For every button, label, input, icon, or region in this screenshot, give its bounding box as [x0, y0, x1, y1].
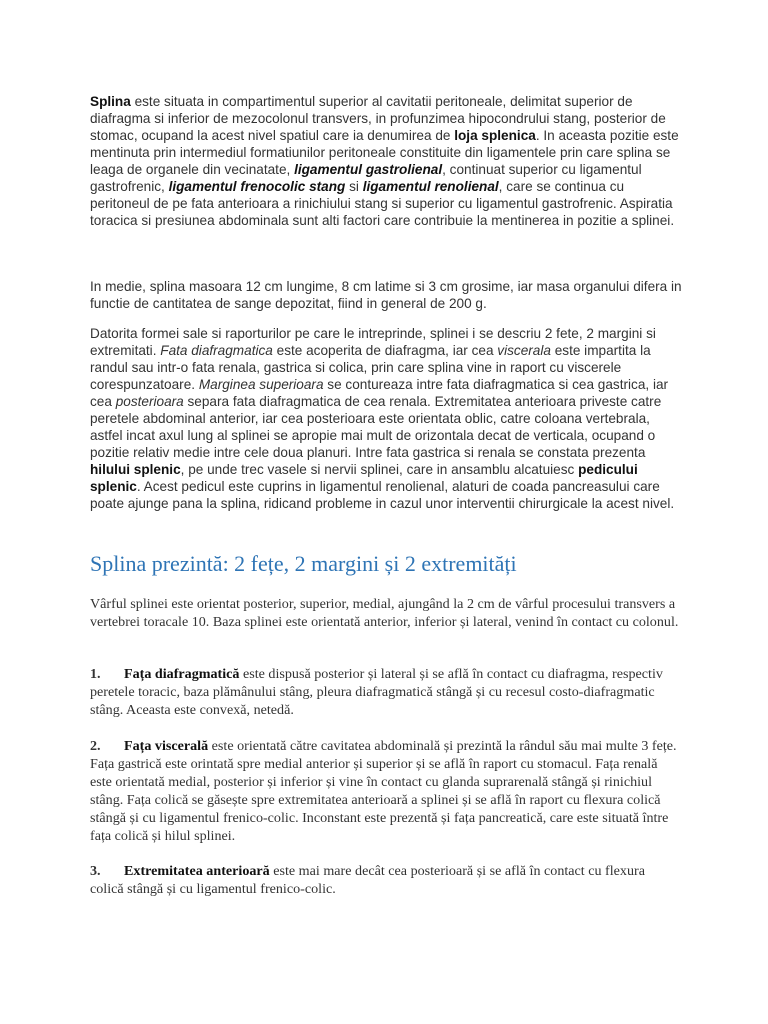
list-item-title: Fața viscerală	[124, 738, 209, 754]
term-ligamentul-frenocolic: ligamentul frenocolic stang	[168, 179, 346, 194]
list-item-number: 3.	[90, 863, 101, 879]
dimensions-paragraph: In medie, splina masoara 12 cm lungime, 8 cm latime si 3 cm grosime, iar masa organului difera in functie de cantitatea de sange depozitat, fiind in general de 200 g.	[90, 279, 682, 311]
term-ligamentul-renolienal: ligamentul renolienal	[362, 179, 499, 194]
term-viscerala: viscerala	[497, 343, 551, 358]
term-fata-diafragmatica: Fata diafragmatica	[160, 343, 273, 358]
term-pedicului-splenic: pedicului splenic	[90, 462, 638, 494]
term-splina: Splina	[90, 94, 131, 109]
list-item-text: este dispusă posterior și lateral și se află în contact cu diafragma, respectiv peretele toracic, baza plămânului stâng, pleura diafragmatică stângă și cu recesul costo-diafragmatic stâng. Aceasta este convexă, netedă.	[90, 666, 663, 718]
list-item-title: Fața diafragmatică	[124, 666, 240, 682]
list-item-number: 1.	[90, 666, 101, 682]
term-marginea-superioara: Marginea superioara	[198, 377, 324, 392]
term-ligamentul-gastrolienal: ligamentul gastrolienal	[294, 162, 443, 177]
list-item-text: este orientată către cavitatea abdominală și prezintă la rândul său mai multe 3 fețe. Fața gastrică este orintată spre medial anterior și superior și se află în raport cu stomacul. Fața renală este orientată medial, posterior și inferior și vine în contact cu glanda suprarenală stângă și rinichiul stâng. Fața colică se găsește spre extremitatea anterioară a splinei și se află în raport cu flexura colică stângă și cu ligamentul frenico-colic. Inconstant este prezentă și fața pancreatică, care este situată între fața colică și hilul splinei.	[90, 738, 677, 844]
term-hilului-splenic: hilului splenic	[90, 462, 181, 477]
description-paragraph: Datorita formei sale si raporturilor pe care le intreprinde, splinei i se descriu 2 fete, 2 margini si extremitati. Fata diafragmatica este acoperita de diafragma, iar cea viscerala este impartita la randul sau intr-o fata renala, gastrica si colica, prin care splina vine in raport cu viscerele corespunzatoare. Marginea superioara se contureaza intre fata diafragmatica si cea gastrica, iar cea posterioara separa fata diafragmatica de cea renala. Extremitatea anterioara priveste catre peretele abdominal anterior, iar cea posterioara este orientata oblic, catre coloana vertebrala, astfel incat axul lung al splinei se apropie mai mult de orizontala decat de verticala, ocupand o pozitie relativ medie intre cele doua planuri. Intre fata gastrica si renala se constata prezenta hilului splenic, pe unde trec vasele si nervii splinei, care in ansamblu alcatuiesc pedicului splenic. Acest pedicul este cuprins in ligamentul renolienal, alaturi de coada pancreasului care poate ajunge pana la splina, ridicand probleme in cazul unor interventii chirurgicale la acest nivel.	[90, 326, 675, 511]
list-item	[90, 665, 682, 719]
intro-paragraph: Splina este situata in compartimentul superior al cavitatii peritoneale, delimitat superior de diafragma si inferior de mezocolonul transvers, in profunzimea hipocondrului stang, posterior de stomac, ocupand la acest nivel spatiul care ia denumirea de loja splenica. In aceasta pozitie este mentinuta prin intermediul formatiunilor peritoneale constituite din ligamentele prin care splina se leaga de organele din vecinatate, ligamentul gastrolienal, continuat superior cu ligamentul gastrofrenic, ligamentul frenocolic stang si ligamentul renolienal, care se continua cu peritoneul de pe fata anterioara a rinichiului stang si superior cu ligamentul gastrofrenic. Aspiratia toracica si presiunea abdominala sunt alti factori care contribuie la mentinerea in pozitie a splinei.	[90, 94, 679, 228]
list-item-title: Extremitatea anterioară	[124, 863, 270, 879]
apex-base-paragraph: Vârful splinei este orientat posterior, superior, medial, ajungând la 2 cm de vârful procesului transvers a vertebrei toracale 10. Baza splinei este orientată anterior, inferior și lateral, venind în contact cu colonul.	[90, 596, 679, 630]
list-item-number: 2.	[90, 738, 101, 754]
list-item	[90, 862, 682, 898]
list-item	[90, 737, 682, 845]
term-loja-splenica: loja splenica	[454, 128, 536, 143]
list-item-text: este mai mare decât cea posterioară și se află în contact cu flexura colică stângă și cu ligamentul frenico-colic.	[90, 863, 645, 897]
section-heading: Splina prezintă: 2 fețe, 2 margini și 2 extremități	[90, 551, 517, 576]
term-posterioara: posterioara	[115, 394, 184, 409]
